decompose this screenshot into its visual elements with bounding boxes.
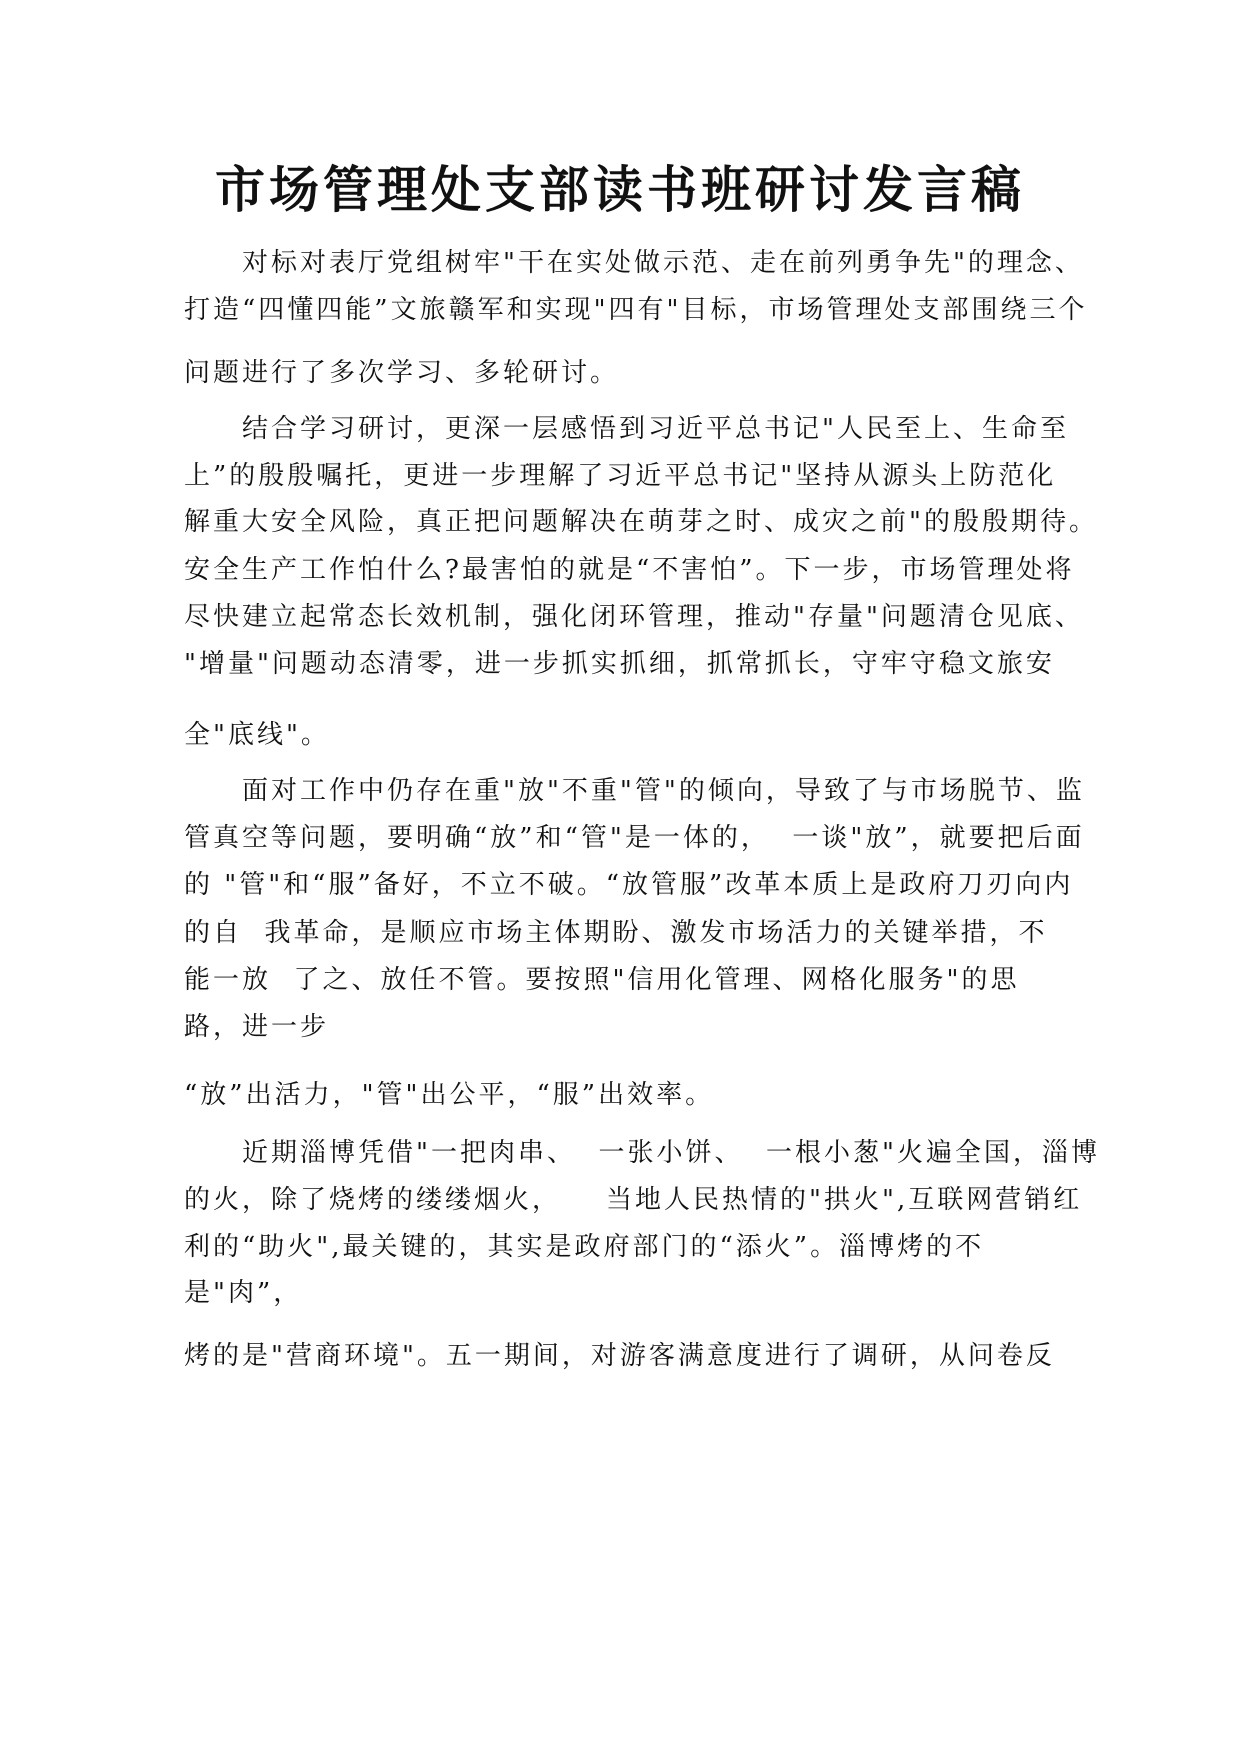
paragraph-line: 烤的是"营商环境"。五一期间，对游客满意度进行了调研，从问卷反: [184, 1341, 1055, 1371]
paragraph-line: 利的“助火",最关键的，其实是政府部门的“添火”。淄博烤的不: [184, 1232, 985, 1262]
paragraph-line: 解重大安全风险，真正把问题解决在萌芽之时、成灾之前"的殷殷期待。: [184, 507, 1098, 537]
paragraph-line: 安全生产工作怕什么?最害怕的就是“不害怕”。下一步，市场管理处将: [184, 555, 1075, 585]
paragraph-line: 的 "管"和“服”备好，不立不破。“放管服”改革本质上是政府刀刃向内: [184, 870, 1074, 900]
paragraph-line: “放”出活力，"管"出公平，“服”出效率。: [184, 1080, 715, 1110]
paragraph-line: 打造“四懂四能”文旅赣军和实现"四有"目标，市场管理处支部围绕三个: [184, 295, 1088, 325]
paragraph-line: 面对工作中仍存在重"放"不重"管"的倾向，导致了与市场脱节、监: [242, 776, 1085, 806]
paragraph-line: 近期淄博凭借"一把肉串、 一张小饼、 一根小葱"火遍全国，淄博: [242, 1138, 1100, 1168]
paragraph-line: 上”的殷殷嘱托，更进一步理解了习近平总书记"坚持从源头上防范化: [184, 461, 1057, 491]
paragraph-line: 能一放 了之、放任不管。要按照"信用化管理、网格化服务"的思: [184, 965, 1020, 995]
paragraph-line: 尽快建立起常态长效机制，强化闭环管理，推动"存量"问题清仓见底、: [184, 602, 1084, 632]
paragraph-line: 问题进行了多次学习、多轮研讨。: [184, 358, 620, 388]
paragraph-line: 管真空等问题，要明确“放”和“管"是一体的， 一谈"放”，就要把后面: [184, 823, 1085, 853]
paragraph-line: 的自 我革命，是顺应市场主体期盼、激发市场活力的关键举措，不: [184, 918, 1048, 948]
paragraph-line: 的火，除了烧烤的缕缕烟火， 当地人民热情的"拱火",互联网营销红: [184, 1185, 1083, 1215]
paragraph-line: 对标对表厅党组树牢"干在实处做示范、走在前列勇争先"的理念、: [242, 248, 1084, 278]
document-title: 市场管理处支部读书班研讨发言稿: [215, 160, 1025, 219]
paragraph-line: 结合学习研讨，更深一层感悟到习近平总书记"人民至上、生命至: [242, 414, 1069, 444]
paragraph-line: 全"底线"。: [184, 720, 330, 750]
paragraph-line: 路，进一步: [184, 1012, 330, 1042]
paragraph-line: 是"肉”，: [184, 1278, 303, 1308]
paragraph-line: "增量"问题动态清零，进一步抓实抓细，抓常抓长，守牢守稳文旅安: [184, 649, 1055, 679]
